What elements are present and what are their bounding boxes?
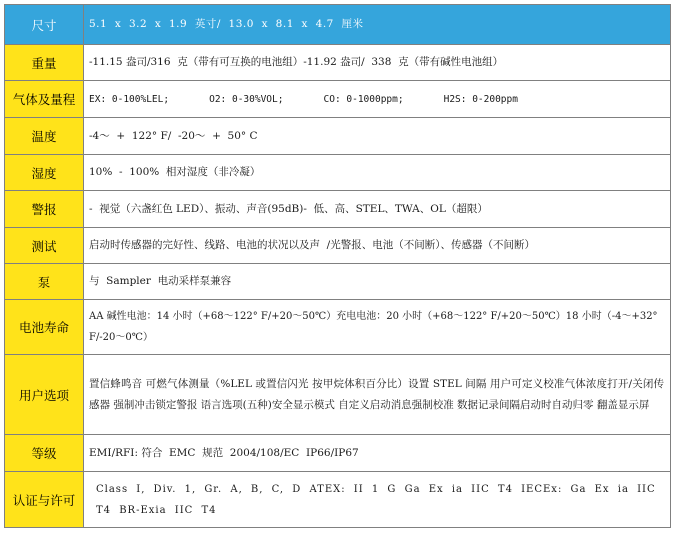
spec-label: 温度 bbox=[5, 118, 84, 155]
spec-value: -4～ + 122° F/ -20～ + 50° C bbox=[84, 118, 671, 155]
spec-value: AA 碱性电池：14 小时（+68～122° F/+20～50℃）充电电池：20 小时（+68～122° F/+20～50℃）18 小时（-4～+32° F/-20～0℃） bbox=[84, 300, 671, 355]
spec-row-user-options bbox=[5, 355, 671, 435]
spec-row-weight bbox=[5, 45, 671, 81]
spec-value: Class I, Div. 1, Gr. A, B, C, D ATEX: II 1 G Ga Ex ia IIC T4 IECEx: Ga Ex ia IIC T4 BR-Exia IIC T4 bbox=[84, 472, 671, 528]
spec-label: 警报 bbox=[5, 191, 84, 228]
spec-value: - 视觉（六盏红色 LED）、振动、声音(95dB)- 低、高、STEL、TWA、OL（超限） bbox=[84, 191, 671, 228]
spec-row-test bbox=[5, 228, 671, 264]
spec-label: 测试 bbox=[5, 228, 84, 264]
spec-value: 置信蜂鸣音 可燃气体测量（%LEL 或置信闪光 按甲烷体积百分比）设置 STEL 间隔 用户可定义校准气体浓度打开/关闭传感器 强制冲击锁定警报 语言选项(五种)安全显示模式 自定义启动消息强制校准 数据记录间隔启动时自动归零 翻盖显示屏 bbox=[84, 355, 671, 435]
spec-value: 与 Sampler 电动采样泵兼容 bbox=[84, 264, 671, 300]
spec-value: 10% - 100% 相对湿度（非冷凝） bbox=[84, 155, 671, 191]
spec-table bbox=[4, 4, 671, 528]
spec-row-rating bbox=[5, 435, 671, 472]
spec-row-temperature bbox=[5, 118, 671, 155]
spec-row-humidity bbox=[5, 155, 671, 191]
spec-row-gas-range bbox=[5, 81, 671, 118]
spec-row-pump bbox=[5, 264, 671, 300]
spec-label: 尺寸 bbox=[5, 5, 84, 45]
spec-value: EMI/RFI: 符合 EMC 规范 2004/108/EC IP66/IP67 bbox=[84, 435, 671, 472]
spec-value: 启动时传感器的完好性、线路、电池的状况以及声 /光警报、电池（不间断）、传感器（不间断） bbox=[84, 228, 671, 264]
spec-label: 用户选项 bbox=[5, 355, 84, 435]
spec-label: 湿度 bbox=[5, 155, 84, 191]
spec-row-size bbox=[5, 5, 671, 45]
spec-value: 5.1 x 3.2 x 1.9 英寸/ 13.0 x 8.1 x 4.7 厘米 bbox=[84, 5, 671, 45]
spec-value: EX: 0-100%LEL; O2: 0-30%VOL; CO: 0-1000ppm; H2S: 0-200ppm bbox=[84, 81, 671, 118]
spec-label: 电池寿命 bbox=[5, 300, 84, 355]
spec-label: 泵 bbox=[5, 264, 84, 300]
spec-row-alarm bbox=[5, 191, 671, 228]
spec-row-certification bbox=[5, 472, 671, 528]
spec-row-battery-life bbox=[5, 300, 671, 355]
spec-label: 气体及量程 bbox=[5, 81, 84, 118]
spec-value: -11.15 盎司/316 克（带有可互换的电池组）-11.92 盎司/ 338 克（带有碱性电池组） bbox=[84, 45, 671, 81]
spec-label: 等级 bbox=[5, 435, 84, 472]
spec-label: 重量 bbox=[5, 45, 84, 81]
spec-label: 认证与许可 bbox=[5, 472, 84, 528]
